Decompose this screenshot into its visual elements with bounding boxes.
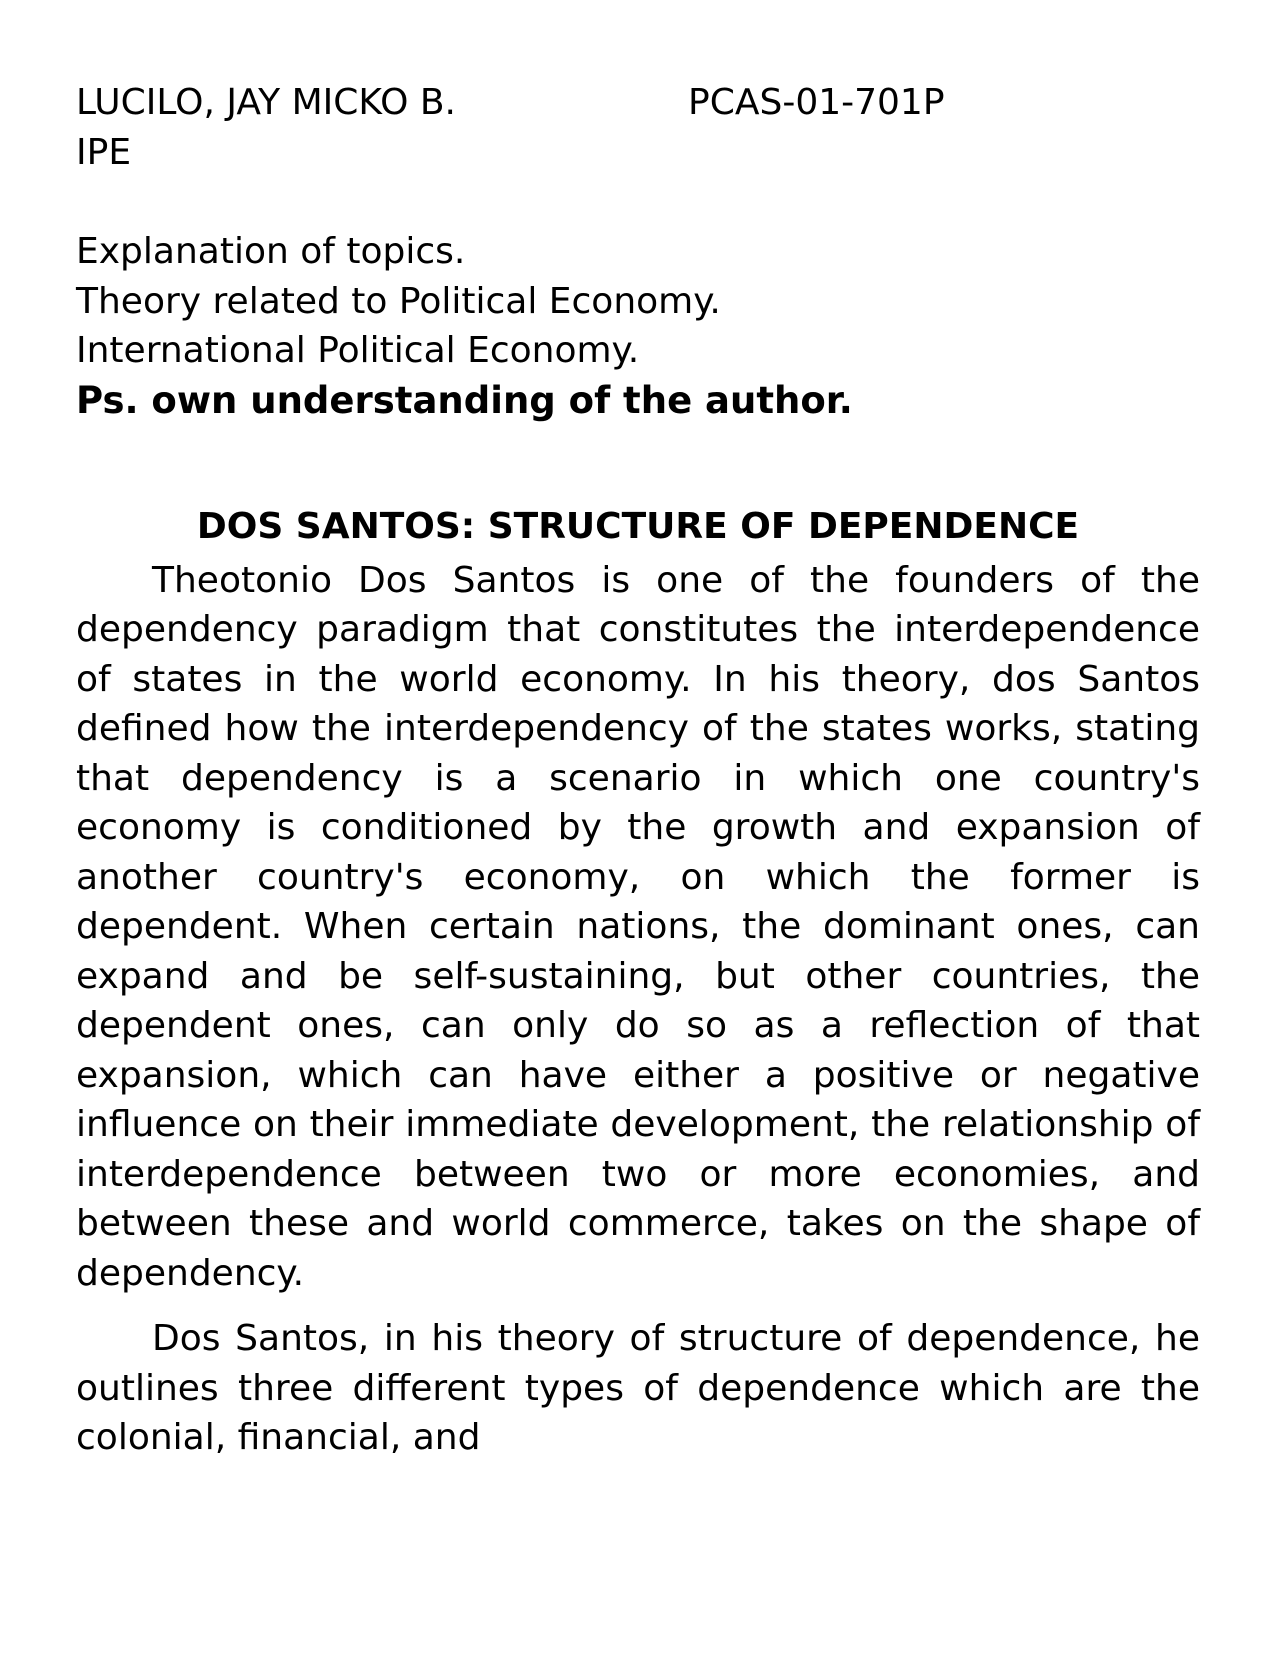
author-name: LUCILO, JAY MICKO B.: [76, 82, 456, 123]
body-paragraph: Dos Santos, in his theory of structure of dependence, he outlines three different types of dependence which are the colonial, financial, and: [76, 1318, 1200, 1458]
body-paragraph: Theotonio Dos Santos is one of the founders of the dependency paradigm that constitutes the interdependence of states in the world economy. In his theory, dos Santos defined how the interdependency of the states works, stating that dependency is a scenario in which one country's economy is conditioned by the growth and expansion of another country's economy, on which the former is dependent. When certain nations, the dominant ones, can expand and be self-sustaining, but other countries, the dependent ones, can only do so as a reflection of that expansion, which can have either a positive or negative influence on their immediate development, the relationship of interdependence between two or more economies, and between these and world commerce, takes on the shape of dependency.: [76, 559, 1200, 1294]
spacer: [76, 177, 1200, 227]
intro-line: Theory related to Political Economy.: [76, 280, 721, 322]
intro-line: International Political Economy.: [76, 330, 640, 371]
intro-line: Explanation of topics.: [76, 231, 466, 272]
document-content: [76, 78, 1200, 1463]
section-code: PCAS-01-701P: [688, 82, 945, 123]
author-note: Ps. own understanding of the author.: [76, 378, 853, 422]
course-code: IPE: [76, 131, 132, 173]
spacer: [76, 425, 1200, 502]
article-title: DOS SANTOS: STRUCTURE OF DEPENDENCE: [196, 506, 1080, 547]
header-row: [76, 78, 1200, 128]
